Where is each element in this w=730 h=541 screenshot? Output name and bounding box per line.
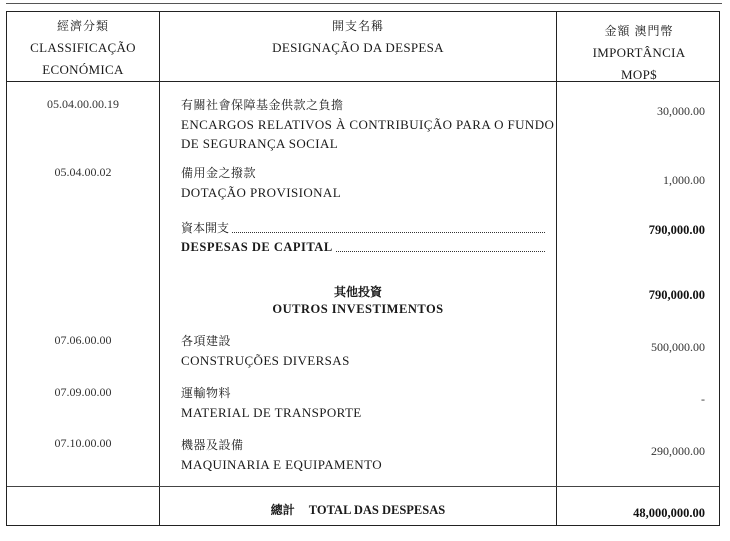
row-code: 07.09.00.00 (54, 385, 112, 399)
header-col1-pt1: CLASSIFICAÇÃO (30, 40, 136, 55)
capital-zh: 資本開支 (181, 221, 230, 235)
row-desc-zh: 各項建設 (181, 334, 232, 348)
row-amount: 290,000.00 (651, 444, 705, 458)
row-desc-pt: MATERIAL DE TRANSPORTE (181, 405, 362, 420)
table-row (181, 332, 350, 370)
expense-table (6, 11, 720, 526)
outros-amount: 790,000.00 (648, 288, 705, 302)
row-desc-pt: MAQUINARIA E EQUIPAMENTO (181, 457, 382, 472)
header-col1-pt2: ECONÓMICA (42, 62, 124, 77)
total-pt: TOTAL DAS DESPESAS (308, 503, 446, 517)
column-divider (159, 12, 160, 525)
row-code: 07.06.00.00 (54, 333, 112, 347)
table-row (181, 96, 554, 153)
row-amount: - (701, 392, 705, 406)
row-desc-pt: DOTAÇÃO PROVISIONAL (181, 185, 342, 200)
header-col3-unit: MOP$ (621, 67, 657, 82)
row-desc-zh: 備用金之撥款 (181, 166, 257, 180)
header-designation (160, 15, 556, 59)
capital-subtotal (181, 219, 547, 257)
row-desc-pt: CONSTRUÇÕES DIVERSAS (181, 353, 350, 368)
row-amount: 500,000.00 (651, 340, 705, 354)
header-col2-zh: 開支名稱 (331, 19, 384, 33)
header-amount (557, 20, 721, 86)
table-row (181, 384, 362, 422)
table-row (181, 164, 341, 202)
row-amount: 1,000.00 (663, 173, 705, 187)
row-desc-zh: 有關社會保障基金供款之負擔 (181, 98, 344, 112)
total-label (160, 501, 556, 518)
outros-zh: 其他投資 (333, 285, 382, 299)
header-classification (7, 15, 159, 81)
row-desc-zh: 運輸物料 (181, 386, 232, 400)
total-zh: 總計 (270, 503, 295, 517)
row-desc-pt-cont: DE SEGURANÇA SOCIAL (181, 136, 339, 151)
row-amount: 30,000.00 (657, 104, 705, 118)
row-code: 05.04.00.00.19 (47, 97, 119, 111)
row-desc-pt: ENCARGOS RELATIVOS À CONTRIBUIÇÃO PARA O FUNDO (181, 117, 555, 132)
top-rule (6, 3, 722, 4)
capital-amount: 790,000.00 (648, 223, 705, 237)
header-col3-zh: 金額 澳門幣 (604, 24, 674, 38)
table-row (181, 436, 382, 474)
header-col1-zh: 經濟分類 (56, 19, 109, 33)
total-divider (7, 486, 719, 487)
total-amount: 48,000,000.00 (633, 506, 705, 520)
row-desc-zh: 機器及設備 (181, 438, 244, 452)
outros-pt: OUTROS INVESTIMENTOS (272, 302, 444, 316)
capital-pt: DESPESAS DE CAPITAL (181, 240, 333, 254)
header-col3-pt: IMPORTÂNCIA (592, 45, 686, 60)
header-col2-pt: DESIGNAÇÃO DA DESPESA (272, 40, 444, 55)
row-code: 07.10.00.00 (54, 436, 112, 450)
row-code: 05.04.00.02 (54, 165, 112, 179)
